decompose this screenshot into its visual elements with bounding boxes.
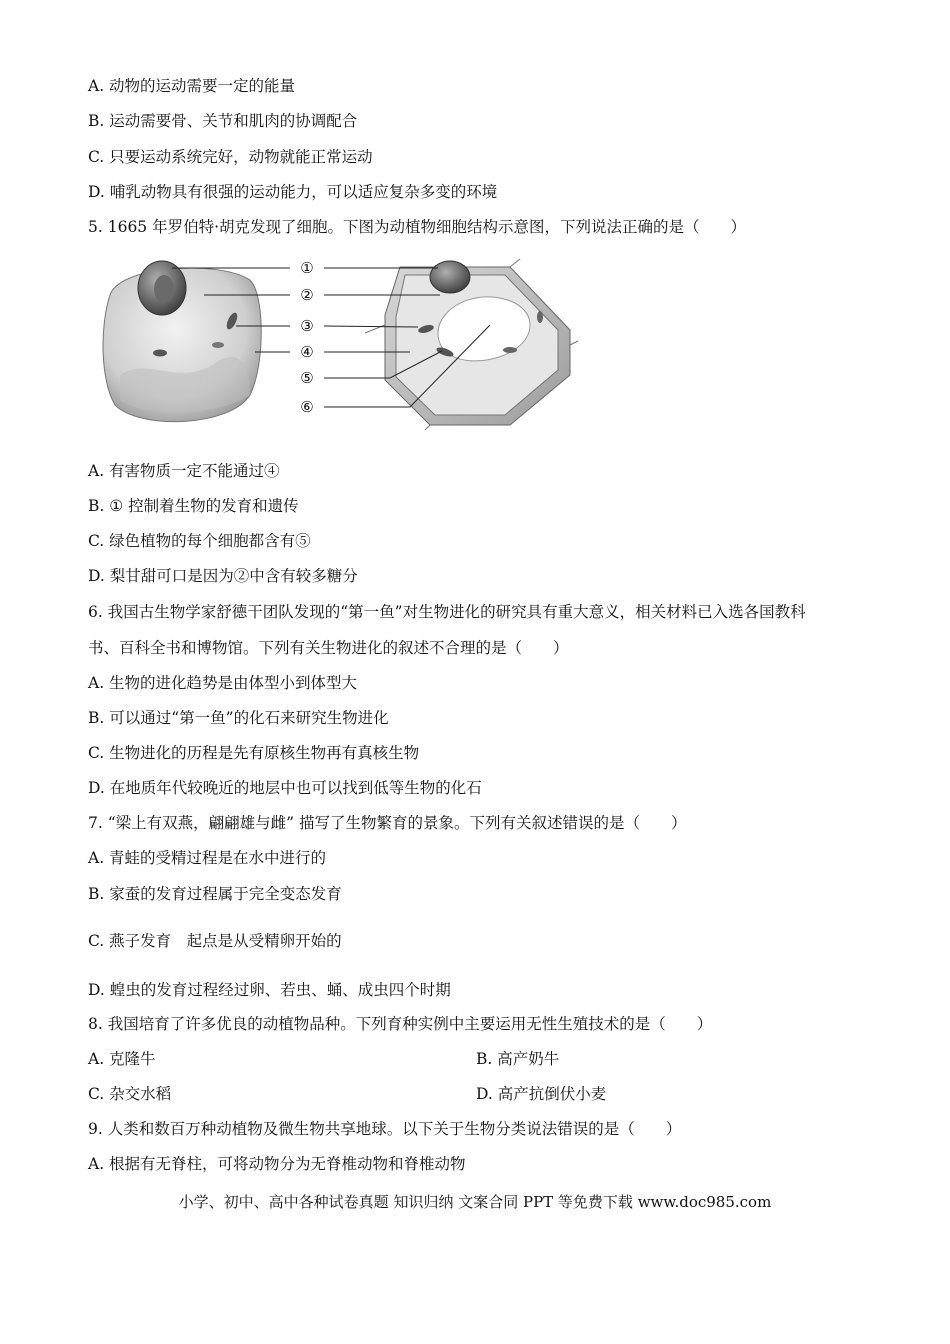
figure-label-6: ⑥ — [300, 398, 314, 416]
q8-option-b: B. 高产奶牛 — [476, 1050, 560, 1068]
q8-option-a: A. 克隆牛 — [88, 1050, 156, 1068]
figure-label-1: ① — [300, 259, 314, 277]
q6-option-a: A. 生物的进化趋势是由体型小到体型大 — [88, 674, 358, 692]
q6-option-c: C. 生物进化的历程是先有原核生物再有真核生物 — [88, 744, 420, 762]
figure-label-3: ③ — [300, 317, 314, 335]
q6-stem-line-1: 6. 我国古生物学家舒德干团队发现的“第一鱼”对生物进化的研究具有重大意义，相关材料已入选各国教科 — [88, 603, 806, 621]
q5-option-c: C. 绿色植物的每个细胞都含有⑤ — [88, 532, 311, 550]
q8-option-c: C. 杂交水稻 — [88, 1085, 172, 1103]
q4-option-d: D. 哺乳动物具有很强的运动能力，可以适应复杂多变的环境 — [88, 183, 498, 201]
cell-structure-figure — [100, 255, 580, 430]
q7-option-a: A. 青蛙的受精过程是在水中进行的 — [88, 849, 327, 867]
page-footer: 小学、初中、高中各种试卷真题 知识归纳 文案合同 PPT 等免费下载 www.doc985.com — [178, 1193, 772, 1211]
q7-option-b: B. 家蚕的发育过程属于完全变态发育 — [88, 885, 342, 903]
figure-label-5: ⑤ — [300, 369, 314, 387]
q6-option-b: B. 可以通过“第一鱼”的化石来研究生物进化 — [88, 709, 389, 727]
q9-option-a: A. 根据有无脊柱，可将动物分为无脊椎动物和脊椎动物 — [88, 1155, 466, 1173]
q6-option-d: D. 在地质年代较晚近的地层中也可以找到低等生物的化石 — [88, 779, 482, 797]
q7-option-c: C. 燕子发育 起点是从受精卵开始的 — [88, 932, 342, 950]
q5-option-b: B. ① 控制着生物的发育和遗传 — [88, 497, 299, 515]
figure-label-4: ④ — [300, 343, 314, 361]
q5-option-d: D. 梨甘甜可口是因为②中含有较多糖分 — [88, 567, 358, 585]
q9-stem: 9. 人类和数百万种动植物及微生物共享地球。以下关于生物分类说法错误的是（ ） — [88, 1120, 682, 1138]
q8-stem: 8. 我国培育了许多优良的动植物品种。下列育种实例中主要运用无性生殖技术的是（ ） — [88, 1015, 713, 1033]
animal-cell — [103, 261, 261, 422]
q5-option-a: A. 有害物质一定不能通过④ — [88, 462, 280, 480]
cell-diagram-svg — [100, 255, 580, 430]
q5-stem: 5. 1665 年罗伯特·胡克发现了细胞。下图为动植物细胞结构示意图，下列说法正确的是（ ） — [88, 218, 747, 236]
q8-option-d: D. 高产抗倒伏小麦 — [476, 1085, 607, 1103]
q7-option-d: D. 蝗虫的发育过程经过卵、若虫、蛹、成虫四个时期 — [88, 981, 451, 999]
q4-option-c: C. 只要运动系统完好，动物就能正常运动 — [88, 148, 373, 166]
figure-label-2: ② — [300, 286, 314, 304]
q4-option-b: B. 运动需要骨、关节和肌肉的协调配合 — [88, 112, 358, 130]
plant-nucleus-shape — [430, 261, 470, 293]
q7-stem: 7. “梁上有双燕，翩翩雄与雌” 描写了生物繁育的景象。下列有关叙述错误的是（ ） — [88, 814, 687, 832]
q6-stem-line-2: 书、百科全书和博物馆。下列有关生物进化的叙述不合理的是（ ） — [88, 639, 569, 657]
q4-option-a: A. 动物的运动需要一定的能量 — [88, 77, 296, 95]
